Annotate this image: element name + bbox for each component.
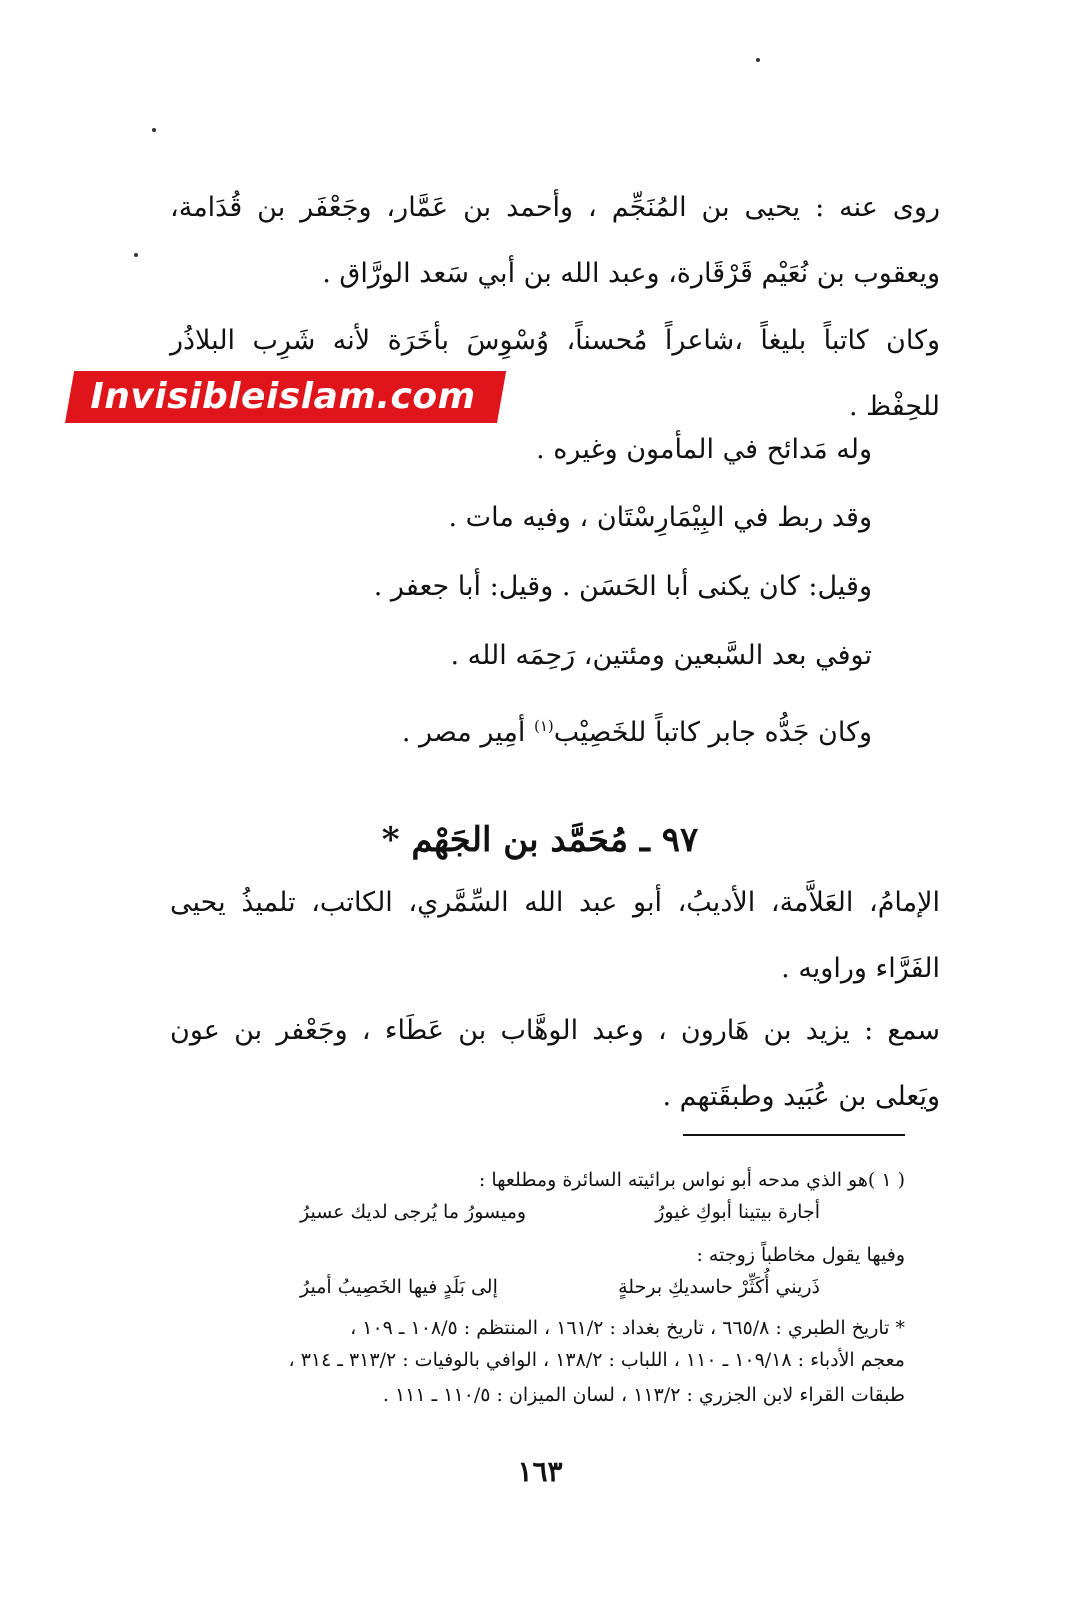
teachers-paragraph: سمع : يزيد بن هَارون ، وعبد الوهَّاب بن عَطَاء ، وجَعْفر بن عون ويَعلى بن عُبَيد وطبقَتهم . xyxy=(170,1015,940,1112)
hospital-line: وقد ربط في البِيْمَارِسْتَان ، وفيه مات . xyxy=(448,502,872,533)
verse-1-first-hemistich: أجارة بيتينا أبوكِ غيورُ xyxy=(655,1201,820,1223)
verse-1-second-hemistich: وميسورُ ما يُرجى لديك عسيرُ xyxy=(300,1201,527,1223)
footnote-1: ( ١ )هو الذي مدحه أبو نواس برائيته السائرة ومطلعها : xyxy=(478,1169,905,1191)
titles-paragraph: الإمامُ، العَلاَّمة، الأديبُ، أبو عبد الله السِّمَّري، الكاتب، تلميذُ يحيى الفَرَّاء وراويه . xyxy=(170,887,940,984)
footnote-divider xyxy=(683,1134,905,1136)
footnote-verse-2 xyxy=(300,1272,820,1302)
scan-speck xyxy=(756,58,760,62)
verse-2-first-hemistich: ذَريني أُكَثِّرْ حاسديكِ برحلةٍ xyxy=(618,1276,820,1298)
sources-line-3: طبقات القراء لابن الجزري : ١١٣/٢ ، لسان الميزان : ١١٠/٥ ـ ١١١ . xyxy=(382,1384,905,1406)
footnote-marker: (١) xyxy=(533,717,554,735)
verse-2-second-hemistich: إلى بَلَدٍ فيها الخَصِيبُ أميرُ xyxy=(300,1276,498,1298)
scan-speck xyxy=(134,253,138,257)
sources-line-1: * تاريخ الطبري : ٦٦٥/٨ ، تاريخ بغداد : ١٦١/٢ ، المنتظم : ١٠٨/٥ ـ ١٠٩ ، xyxy=(350,1317,905,1339)
watermark-text: Invisibleislam.com xyxy=(90,376,476,417)
death-line: توفي بعد السَّبعين ومئتين، رَحِمَه الله . xyxy=(450,640,872,671)
kunya-line: وقيل: كان يكنى أبا الحَسَن . وقيل: أبا جعفر . xyxy=(373,571,872,602)
entry-heading: ٩٧ ـ مُحَمَّد بن الجَهْم * xyxy=(381,820,699,860)
praise-line: وله مَدائح في المأمون وغيره . xyxy=(536,434,872,465)
footnote-1-continued: وفيها يقول مخاطباً زوجته : xyxy=(696,1244,905,1266)
page-number: ١٦٣ xyxy=(517,1455,563,1488)
description-paragraph: وكان كاتباً بليغاً ،شاعراً مُحسناً، وُسْوِسَ بأخَرَة لأنه شَرِب البلاذُر للحِفْظ . xyxy=(170,325,940,422)
scan-speck xyxy=(152,128,156,132)
grandfather-line xyxy=(170,706,872,753)
narrators-paragraph: روى عنه : يحيى بن المُنَجِّم ، وأحمد بن عَمَّار، وجَعْفَر بن قُدَامة، ويعقوب بن نُعَيْم قَرْقَارة، وعبد الله بن أبي سَعد الورَّاق . xyxy=(170,192,940,289)
grandfather-text-end: أمِير مصر . xyxy=(401,717,534,748)
sources-line-2: معجم الأدباء : ١٠٩/١٨ ـ ١١٠ ، اللباب : ١٣٨/٢ ، الوافي بالوفيات : ٣١٣/٢ ـ ٣١٤ ، xyxy=(288,1349,905,1371)
grandfather-text: وكان جَدُّه جابر كاتباً للخَصِيْب xyxy=(553,717,872,748)
footnote-verse-1 xyxy=(300,1197,820,1227)
